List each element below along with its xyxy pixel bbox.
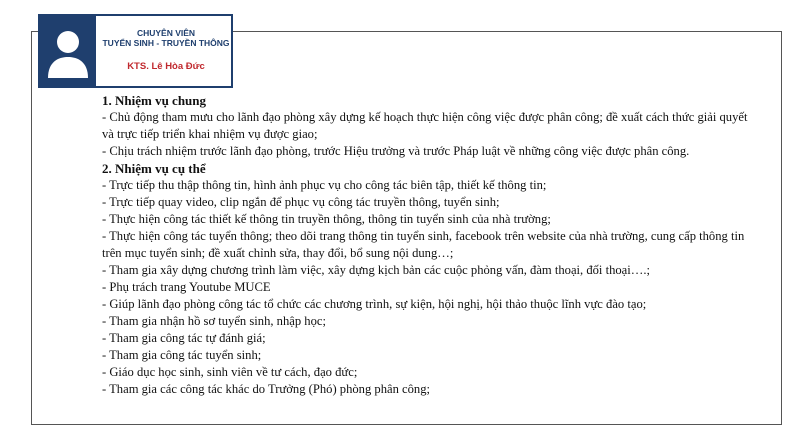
duty-item: - Thực hiện công tác thiết kế thông tin truyền thông, thông tin tuyển sinh của nhà trường; [102,212,551,226]
staff-name: KTS. Lê Hòa Đức [127,61,205,72]
duties-content [102,92,762,398]
staff-role [102,28,230,48]
duty-item: - Tham gia các công tác khác do Trưởng (Phó) phòng phân công; [102,382,431,396]
duty-item: - Chịu trách nhiệm trước lãnh đạo phòng, trước Hiệu trưởng và trước Pháp luật về những công việc được phân công. [102,144,690,158]
duty-item: - Giáo dục học sinh, sinh viên về tư cách, đạo đức; [102,365,358,379]
duty-item: - Phụ trách trang Youtube MUCE [102,280,271,294]
duty-item: - Tham gia nhận hồ sơ tuyển sinh, nhập học; [102,314,326,328]
duty-item: - Thực hiện công tác tuyển thông; theo dõi trang thông tin tuyển sinh, facebook trên website của nhà trường, cung cấp thông tin trên mục tuyển sinh; đề xuất chỉnh sửa, thay đổi, bổ sung nội dung…; [102,229,745,260]
duty-item: - Trực tiếp quay video, clip ngắn để phục vụ công tác truyền thông, tuyển sinh; [102,195,500,209]
role-line-1: CHUYÊN VIÊN [136,28,196,38]
duty-item: - Tham gia xây dựng chương trình làm việc, xây dựng kịch bản các cuộc phỏng vấn, đàm thoại, đối thoại….; [102,263,651,277]
duty-item: - Tham gia công tác tuyển sinh; [102,348,262,362]
avatar [40,16,96,86]
section-heading-specific: 2. Nhiệm vụ cụ thể [102,161,206,176]
section-heading-general: 1. Nhiệm vụ chung [102,93,207,108]
duty-item: - Giúp lãnh đạo phòng công tác tổ chức các chương trình, sự kiện, hội nghị, hội thảo thuộc lĩnh vực đào tạo; [102,297,647,311]
staff-badge [38,14,233,88]
duty-item: - Tham gia công tác tự đánh giá; [102,331,266,345]
duty-item: - Trực tiếp thu thập thông tin, hình ảnh phục vụ cho công tác biên tập, thiết kế thông tin; [102,178,547,192]
duty-item: - Chủ động tham mưu cho lãnh đạo phòng xây dựng kế hoạch thực hiện công việc được phân công; đề xuất cách thức giải quyết và trực tiếp triển khai nhiệm vụ được giao; [102,110,748,141]
role-line-2: TUYỂN SINH - TRUYỀN THÔNG [102,38,230,48]
person-icon [40,16,96,86]
